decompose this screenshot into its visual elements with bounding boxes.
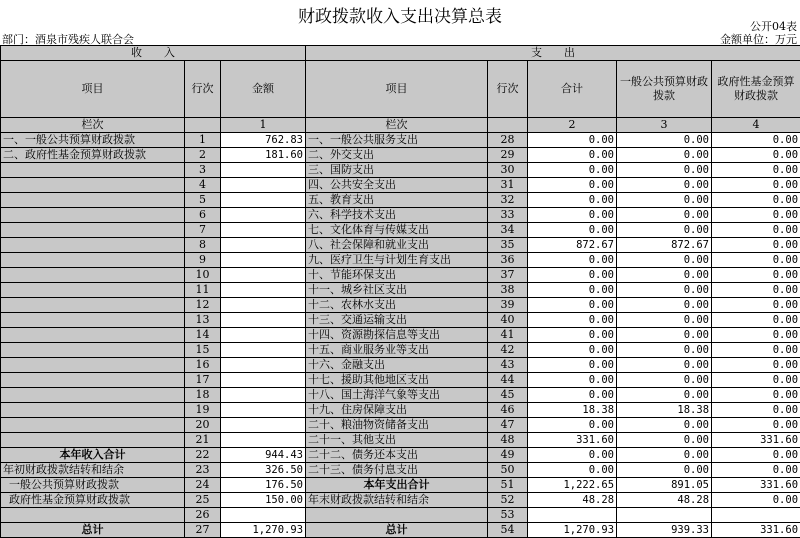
- income-row-no: 15: [185, 343, 221, 358]
- income-row-no: 23: [185, 463, 221, 478]
- table-row: [1, 418, 800, 433]
- page-title: 财政拨款收入支出决算总表: [0, 2, 800, 27]
- table-row: [1, 163, 800, 178]
- income-amount: [221, 193, 306, 208]
- income-item: [1, 373, 185, 388]
- income-amount: 1,270.93: [221, 523, 306, 538]
- expense-item: 九、医疗卫生与计划生育支出: [306, 253, 488, 268]
- table-row: [1, 253, 800, 268]
- expense-row-no: 44: [488, 373, 528, 388]
- expense-fund: 0.00: [712, 193, 800, 208]
- expense-fund: 331.60: [712, 523, 800, 538]
- expense-item: 十六、金融支出: [306, 358, 488, 373]
- section-header-row: [1, 46, 800, 61]
- expense-item: 总计: [306, 523, 488, 538]
- table-row: [1, 478, 800, 493]
- expense-fund: 0.00: [712, 328, 800, 343]
- income-section: 收 入: [1, 46, 306, 61]
- expense-total: 0.00: [528, 328, 617, 343]
- expense-total: 1,222.65: [528, 478, 617, 493]
- income-item: 一、一般公共预算财政拨款: [1, 133, 185, 148]
- expense-general: 0.00: [617, 433, 712, 448]
- table-row: [1, 133, 800, 148]
- income-row-no: 18: [185, 388, 221, 403]
- income-row-no: 5: [185, 193, 221, 208]
- expense-fund: 0.00: [712, 223, 800, 238]
- expense-general: 0.00: [617, 148, 712, 163]
- income-item: [1, 283, 185, 298]
- expense-general: 0.00: [617, 328, 712, 343]
- income-item: [1, 268, 185, 283]
- expense-row-no: 40: [488, 313, 528, 328]
- table-row: [1, 238, 800, 253]
- expense-item: 十二、农林水支出: [306, 298, 488, 313]
- expense-row-no: 51: [488, 478, 528, 493]
- unit-label: 金额单位：万元: [720, 31, 797, 47]
- expense-row-no: 37: [488, 268, 528, 283]
- income-item: 年初财政拨款结转和结余: [1, 463, 185, 478]
- income-item: [1, 253, 185, 268]
- income-row-no: 12: [185, 298, 221, 313]
- expense-row-no: 28: [488, 133, 528, 148]
- expense-general: 0.00: [617, 448, 712, 463]
- income-row-no: 22: [185, 448, 221, 463]
- income-item: [1, 358, 185, 373]
- income-item: 政府性基金预算财政拨款: [1, 493, 185, 508]
- department-label: 部门：酒泉市残疾人联合会: [2, 31, 134, 47]
- income-item: [1, 403, 185, 418]
- income-item: [1, 238, 185, 253]
- expense-total: 1,270.93: [528, 523, 617, 538]
- header-fund: 政府性基金预算财政拨款: [712, 61, 800, 118]
- lanci-label: 栏次: [1, 118, 185, 133]
- expense-total: 872.67: [528, 238, 617, 253]
- income-row-no: 13: [185, 313, 221, 328]
- expense-general: 0.00: [617, 178, 712, 193]
- expense-total: 0.00: [528, 463, 617, 478]
- expense-fund: 0.00: [712, 253, 800, 268]
- income-row-no: 19: [185, 403, 221, 418]
- table-row: [1, 448, 800, 463]
- expense-fund: 0.00: [712, 298, 800, 313]
- expense-general: 0.00: [617, 163, 712, 178]
- income-amount: 762.83: [221, 133, 306, 148]
- expense-item: 十四、资源勘探信息等支出: [306, 328, 488, 343]
- column-header-row: [1, 61, 800, 118]
- expense-total: 0.00: [528, 418, 617, 433]
- expense-general: 0.00: [617, 298, 712, 313]
- expense-total: 331.60: [528, 433, 617, 448]
- expense-total: 0.00: [528, 358, 617, 373]
- income-row-no: 14: [185, 328, 221, 343]
- expense-total: 0.00: [528, 178, 617, 193]
- expense-item: 八、社会保障和就业支出: [306, 238, 488, 253]
- expense-total: 0.00: [528, 268, 617, 283]
- income-amount: [221, 388, 306, 403]
- income-amount: [221, 418, 306, 433]
- expense-general: 0.00: [617, 223, 712, 238]
- expense-row-no: 49: [488, 448, 528, 463]
- income-item: [1, 343, 185, 358]
- expense-total: 0.00: [528, 373, 617, 388]
- expense-total: 0.00: [528, 283, 617, 298]
- income-row-no: 4: [185, 178, 221, 193]
- expense-general: 0.00: [617, 193, 712, 208]
- income-row-no: 16: [185, 358, 221, 373]
- expense-fund: 0.00: [712, 208, 800, 223]
- expense-row-no: 48: [488, 433, 528, 448]
- expense-fund: [712, 508, 800, 523]
- expense-row-no: 31: [488, 178, 528, 193]
- expense-item: 三、国防支出: [306, 163, 488, 178]
- expense-row-no: 46: [488, 403, 528, 418]
- income-amount: [221, 433, 306, 448]
- table-row: [1, 178, 800, 193]
- expense-row-no: 42: [488, 343, 528, 358]
- form-number: 公开04表: [750, 18, 797, 34]
- expense-item: 六、科学技术支出: [306, 208, 488, 223]
- table-row: [1, 388, 800, 403]
- income-amount: [221, 313, 306, 328]
- expense-fund: 0.00: [712, 283, 800, 298]
- income-amount: [221, 238, 306, 253]
- expense-item: 十八、国土海洋气象等支出: [306, 388, 488, 403]
- table-row: [1, 403, 800, 418]
- income-row-no: 2: [185, 148, 221, 163]
- table-row: [1, 208, 800, 223]
- income-item: [1, 418, 185, 433]
- expense-fund: 0.00: [712, 373, 800, 388]
- expense-fund: 0.00: [712, 238, 800, 253]
- table-row: [1, 223, 800, 238]
- income-row-no: 24: [185, 478, 221, 493]
- income-row-no: 20: [185, 418, 221, 433]
- table-row: [1, 433, 800, 448]
- income-amount: [221, 403, 306, 418]
- expense-total: 48.28: [528, 493, 617, 508]
- expense-total: 0.00: [528, 253, 617, 268]
- expense-general: 0.00: [617, 208, 712, 223]
- income-amount: [221, 358, 306, 373]
- expense-total: 0.00: [528, 298, 617, 313]
- table-row: [1, 193, 800, 208]
- table-row: [1, 523, 800, 538]
- expense-total: 0.00: [528, 223, 617, 238]
- expense-row-no: 43: [488, 358, 528, 373]
- expense-row-no: 47: [488, 418, 528, 433]
- table-row: [1, 373, 800, 388]
- expense-item: 十七、援助其他地区支出: [306, 373, 488, 388]
- income-item: [1, 298, 185, 313]
- income-item: [1, 508, 185, 523]
- table-row: [1, 313, 800, 328]
- expense-item: 十三、交通运输支出: [306, 313, 488, 328]
- income-amount: [221, 508, 306, 523]
- income-row-no: 27: [185, 523, 221, 538]
- expense-fund: 0.00: [712, 403, 800, 418]
- expense-fund: 0.00: [712, 148, 800, 163]
- income-row-no: 11: [185, 283, 221, 298]
- expense-general: 0.00: [617, 388, 712, 403]
- expense-total: 0.00: [528, 133, 617, 148]
- income-amount: 326.50: [221, 463, 306, 478]
- header-row-no: 行次: [185, 61, 221, 118]
- table-row: [1, 358, 800, 373]
- expense-general: 0.00: [617, 283, 712, 298]
- expense-total: 18.38: [528, 403, 617, 418]
- expense-fund: 0.00: [712, 178, 800, 193]
- expense-row-no: 50: [488, 463, 528, 478]
- table-row: [1, 508, 800, 523]
- expense-row-no: 53: [488, 508, 528, 523]
- expense-fund: 0.00: [712, 418, 800, 433]
- expense-item: 十一、城乡社区支出: [306, 283, 488, 298]
- expense-total: 0.00: [528, 448, 617, 463]
- expense-general: 48.28: [617, 493, 712, 508]
- expense-item: 年末财政拨款结转和结余: [306, 493, 488, 508]
- income-item: [1, 328, 185, 343]
- table-row: [1, 493, 800, 508]
- income-item: [1, 193, 185, 208]
- header-amount: 金额: [221, 61, 306, 118]
- expense-general: 0.00: [617, 253, 712, 268]
- expense-general: 891.05: [617, 478, 712, 493]
- expense-fund: 0.00: [712, 463, 800, 478]
- expense-general: 872.67: [617, 238, 712, 253]
- expense-general: 18.38: [617, 403, 712, 418]
- income-row-no: 1: [185, 133, 221, 148]
- income-item: [1, 208, 185, 223]
- income-row-no: 26: [185, 508, 221, 523]
- expense-fund: 0.00: [712, 133, 800, 148]
- table-row: [1, 283, 800, 298]
- expense-item: 十五、商业服务业等支出: [306, 343, 488, 358]
- income-item: 一般公共预算财政拨款: [1, 478, 185, 493]
- income-amount: 181.60: [221, 148, 306, 163]
- expense-fund: 0.00: [712, 388, 800, 403]
- income-row-no: 25: [185, 493, 221, 508]
- expense-row-no: 54: [488, 523, 528, 538]
- expense-item: 五、教育支出: [306, 193, 488, 208]
- expense-item: 七、文化体育与传媒支出: [306, 223, 488, 238]
- expense-row-no: 38: [488, 283, 528, 298]
- income-amount: 176.50: [221, 478, 306, 493]
- income-row-no: 6: [185, 208, 221, 223]
- income-row-no: 17: [185, 373, 221, 388]
- expense-row-no: 35: [488, 238, 528, 253]
- expense-fund: 0.00: [712, 358, 800, 373]
- income-amount: [221, 253, 306, 268]
- expense-total: 0.00: [528, 148, 617, 163]
- income-item: [1, 223, 185, 238]
- expense-row-no: 36: [488, 253, 528, 268]
- income-amount: [221, 208, 306, 223]
- income-item: 二、政府性基金预算财政拨款: [1, 148, 185, 163]
- expense-row-no: 29: [488, 148, 528, 163]
- income-amount: [221, 328, 306, 343]
- expense-fund: 0.00: [712, 268, 800, 283]
- expense-row-no: 52: [488, 493, 528, 508]
- header-general: 一般公共预算财政拨款: [617, 61, 712, 118]
- expense-item: 二、外交支出: [306, 148, 488, 163]
- income-item: [1, 388, 185, 403]
- expense-general: 0.00: [617, 133, 712, 148]
- income-amount: [221, 343, 306, 358]
- col-1-label: 1: [221, 118, 306, 133]
- expense-item: [306, 508, 488, 523]
- expense-fund: 0.00: [712, 448, 800, 463]
- expense-item: 二十一、其他支出: [306, 433, 488, 448]
- income-amount: 150.00: [221, 493, 306, 508]
- expense-fund: 0.00: [712, 163, 800, 178]
- expense-fund: 0.00: [712, 343, 800, 358]
- expense-general: 0.00: [617, 313, 712, 328]
- col-label-row: [1, 118, 800, 133]
- header-item2: 项目: [306, 61, 488, 118]
- income-amount: 944.43: [221, 448, 306, 463]
- expense-row-no: 45: [488, 388, 528, 403]
- expense-row-no: 39: [488, 298, 528, 313]
- expense-general: 0.00: [617, 268, 712, 283]
- expense-item: 二十三、债务付息支出: [306, 463, 488, 478]
- expense-general: 0.00: [617, 418, 712, 433]
- expense-section: 支 出: [306, 46, 800, 61]
- table-row: [1, 328, 800, 343]
- expense-total: 0.00: [528, 313, 617, 328]
- col-2-label: 2: [528, 118, 617, 133]
- income-item: [1, 313, 185, 328]
- expense-row-no: 33: [488, 208, 528, 223]
- expense-total: [528, 508, 617, 523]
- income-row-no: 9: [185, 253, 221, 268]
- header-item: 项目: [1, 61, 185, 118]
- table-row: [1, 343, 800, 358]
- income-amount: [221, 373, 306, 388]
- expense-general: 0.00: [617, 343, 712, 358]
- col-4-label: 4: [712, 118, 800, 133]
- income-amount: [221, 298, 306, 313]
- income-item: 本年收入合计: [1, 448, 185, 463]
- expense-total: 0.00: [528, 163, 617, 178]
- table-row: [1, 268, 800, 283]
- expense-item: 二十、粮油物资储备支出: [306, 418, 488, 433]
- income-amount: [221, 283, 306, 298]
- expense-total: 0.00: [528, 343, 617, 358]
- expense-item: 四、公共安全支出: [306, 178, 488, 193]
- header-total: 合计: [528, 61, 617, 118]
- table-row: [1, 148, 800, 163]
- expense-general: 0.00: [617, 373, 712, 388]
- expense-item: 十、节能环保支出: [306, 268, 488, 283]
- expense-general: 939.33: [617, 523, 712, 538]
- expense-total: 0.00: [528, 193, 617, 208]
- income-row-no: 10: [185, 268, 221, 283]
- income-row-no: 21: [185, 433, 221, 448]
- expense-fund: 0.00: [712, 313, 800, 328]
- expense-row-no: 34: [488, 223, 528, 238]
- income-amount: [221, 268, 306, 283]
- expense-item: 本年支出合计: [306, 478, 488, 493]
- expense-fund: 331.60: [712, 478, 800, 493]
- income-amount: [221, 223, 306, 238]
- col-3-label: 3: [617, 118, 712, 133]
- table-row: [1, 463, 800, 478]
- income-item: [1, 178, 185, 193]
- expense-row-no: 32: [488, 193, 528, 208]
- income-row-no: 7: [185, 223, 221, 238]
- expense-general: 0.00: [617, 463, 712, 478]
- expense-general: 0.00: [617, 358, 712, 373]
- expense-fund: 0.00: [712, 493, 800, 508]
- income-item: [1, 433, 185, 448]
- expense-row-no: 41: [488, 328, 528, 343]
- income-row-no: 3: [185, 163, 221, 178]
- lanci-label-2: 栏次: [306, 118, 488, 133]
- income-item: [1, 163, 185, 178]
- expense-item: 一、一般公共服务支出: [306, 133, 488, 148]
- expense-fund: 331.60: [712, 433, 800, 448]
- income-item: 总计: [1, 523, 185, 538]
- expense-row-no: 30: [488, 163, 528, 178]
- expense-general: [617, 508, 712, 523]
- table-row: [1, 298, 800, 313]
- income-amount: [221, 178, 306, 193]
- income-amount: [221, 163, 306, 178]
- income-row-no: 8: [185, 238, 221, 253]
- expense-item: 十九、住房保障支出: [306, 403, 488, 418]
- expense-total: 0.00: [528, 388, 617, 403]
- expense-total: 0.00: [528, 208, 617, 223]
- header-row-no2: 行次: [488, 61, 528, 118]
- fiscal-summary-table: [0, 45, 800, 538]
- expense-item: 二十二、债务还本支出: [306, 448, 488, 463]
